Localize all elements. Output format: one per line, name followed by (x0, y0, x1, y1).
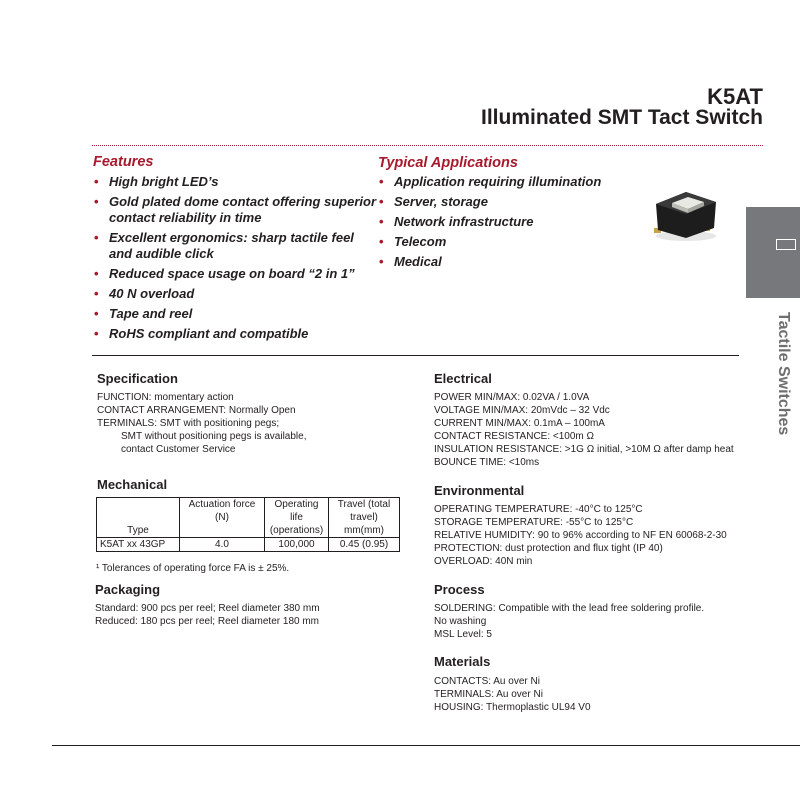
column-header: Travel (total travel) mm(mm) (329, 498, 400, 538)
table-cell: 4.0 (180, 538, 265, 552)
mechanical-heading: Mechanical (97, 477, 168, 492)
environmental-line: RELATIVE HUMIDITY: 90 to 96% according to NF EN 60068-2-30 (434, 530, 727, 541)
materials-heading: Materials (434, 654, 491, 669)
electrical-line: INSULATION RESISTANCE: >1G Ω initial, >10M Ω after damp heat (434, 444, 734, 455)
table-cell: K5AT xx 43GP (97, 538, 180, 552)
header-divider (92, 145, 763, 146)
electrical-line: BOUNCE TIME: <10ms (434, 457, 540, 468)
spec-line: CONTACT ARRANGEMENT: Normally Open (97, 405, 296, 416)
electrical-line: CURRENT MIN/MAX: 0.1mA – 100mA (434, 418, 605, 429)
packaging-heading: Packaging (95, 582, 161, 597)
feature-item: • Tape and reel (93, 306, 378, 322)
product-model: K5AT (707, 84, 763, 109)
specification-heading: Specification (97, 371, 178, 386)
materials-line: TERMINALS: Au over Ni (434, 689, 543, 700)
section-divider (92, 355, 739, 356)
materials-text (434, 675, 591, 714)
column-header: Type (97, 498, 180, 538)
process-line: No washing (434, 616, 487, 627)
spec-line: contact Customer Service (121, 444, 236, 455)
feature-item: • Excellent ergonomics: sharp tactile feel and audible click (93, 230, 378, 262)
materials-line: HOUSING: Thermoplastic UL94 V0 (434, 702, 591, 713)
packaging-line: Standard: 900 pcs per reel; Reel diameter 380 mm (95, 603, 320, 614)
application-item: • Application requiring illumination (378, 174, 638, 190)
process-heading: Process (434, 582, 485, 597)
environmental-line: OPERATING TEMPERATURE: -40°C to 125°C (434, 504, 643, 515)
environmental-line: PROTECTION: dust protection and flux tight (IP 40) (434, 543, 663, 554)
spec-line: TERMINALS: SMT with positioning pegs; (97, 418, 280, 429)
feature-item: • 40 N overload (93, 286, 378, 302)
applications-list (378, 174, 638, 274)
application-item: • Server, storage (378, 194, 638, 210)
feature-item: • Reduced space usage on board “2 in 1” (93, 266, 378, 282)
features-list (93, 174, 378, 346)
mechanical-footnote: ¹ Tolerances of operating force FA is ± 25%. (96, 563, 290, 574)
materials-line: CONTACTS: Au over Ni (434, 676, 540, 687)
specification-text (97, 391, 306, 456)
environmental-line: OVERLOAD: 40N min (434, 556, 533, 567)
electrical-line: POWER MIN/MAX: 0.02VA / 1.0VA (434, 392, 590, 403)
application-item: • Medical (378, 254, 638, 270)
environmental-heading: Environmental (434, 483, 525, 498)
product-photo (648, 186, 722, 244)
application-item: • Network infrastructure (378, 214, 638, 230)
mechanical-table (96, 497, 400, 552)
application-item: • Telecom (378, 234, 638, 250)
footer-divider (52, 745, 800, 746)
column-header: Operating life (operations) (265, 498, 329, 538)
applications-heading: Typical Applications (378, 155, 518, 171)
process-text (434, 602, 704, 641)
table-header-row (97, 498, 400, 538)
table-cell: 0.45 (0.95) (329, 538, 400, 552)
feature-item: • High bright LED’s (93, 174, 378, 190)
side-tab (746, 207, 800, 298)
process-line: MSL Level: 5 (434, 629, 492, 640)
table-row (97, 538, 400, 552)
features-heading: Features (93, 154, 154, 170)
table-cell: 100,000 (265, 538, 329, 552)
spec-line: SMT without positioning pegs is available, (121, 431, 307, 442)
side-tab-label: Tactile Switches (775, 312, 792, 436)
electrical-heading: Electrical (434, 371, 492, 386)
electrical-line: CONTACT RESISTANCE: <100m Ω (434, 431, 595, 442)
tab-marker-icon (776, 239, 796, 250)
packaging-line: Reduced: 180 pcs per reel; Reel diameter 180 mm (95, 616, 320, 627)
column-header: Actuation force (N) (180, 498, 265, 538)
electrical-text (434, 391, 734, 469)
page-title: Illuminated SMT Tact Switch (481, 106, 763, 129)
feature-item: • RoHS compliant and compatible (93, 326, 378, 342)
process-line: SOLDERING: Compatible with the lead free soldering profile. (434, 603, 705, 614)
environmental-line: STORAGE TEMPERATURE: -55°C to 125°C (434, 517, 634, 528)
environmental-text (434, 503, 727, 568)
feature-item: • Gold plated dome contact offering superior contact reliability in time (93, 194, 378, 226)
packaging-text (95, 602, 320, 628)
electrical-line: VOLTAGE MIN/MAX: 20mVdc – 32 Vdc (434, 405, 610, 416)
spec-line: FUNCTION: momentary action (97, 392, 234, 403)
